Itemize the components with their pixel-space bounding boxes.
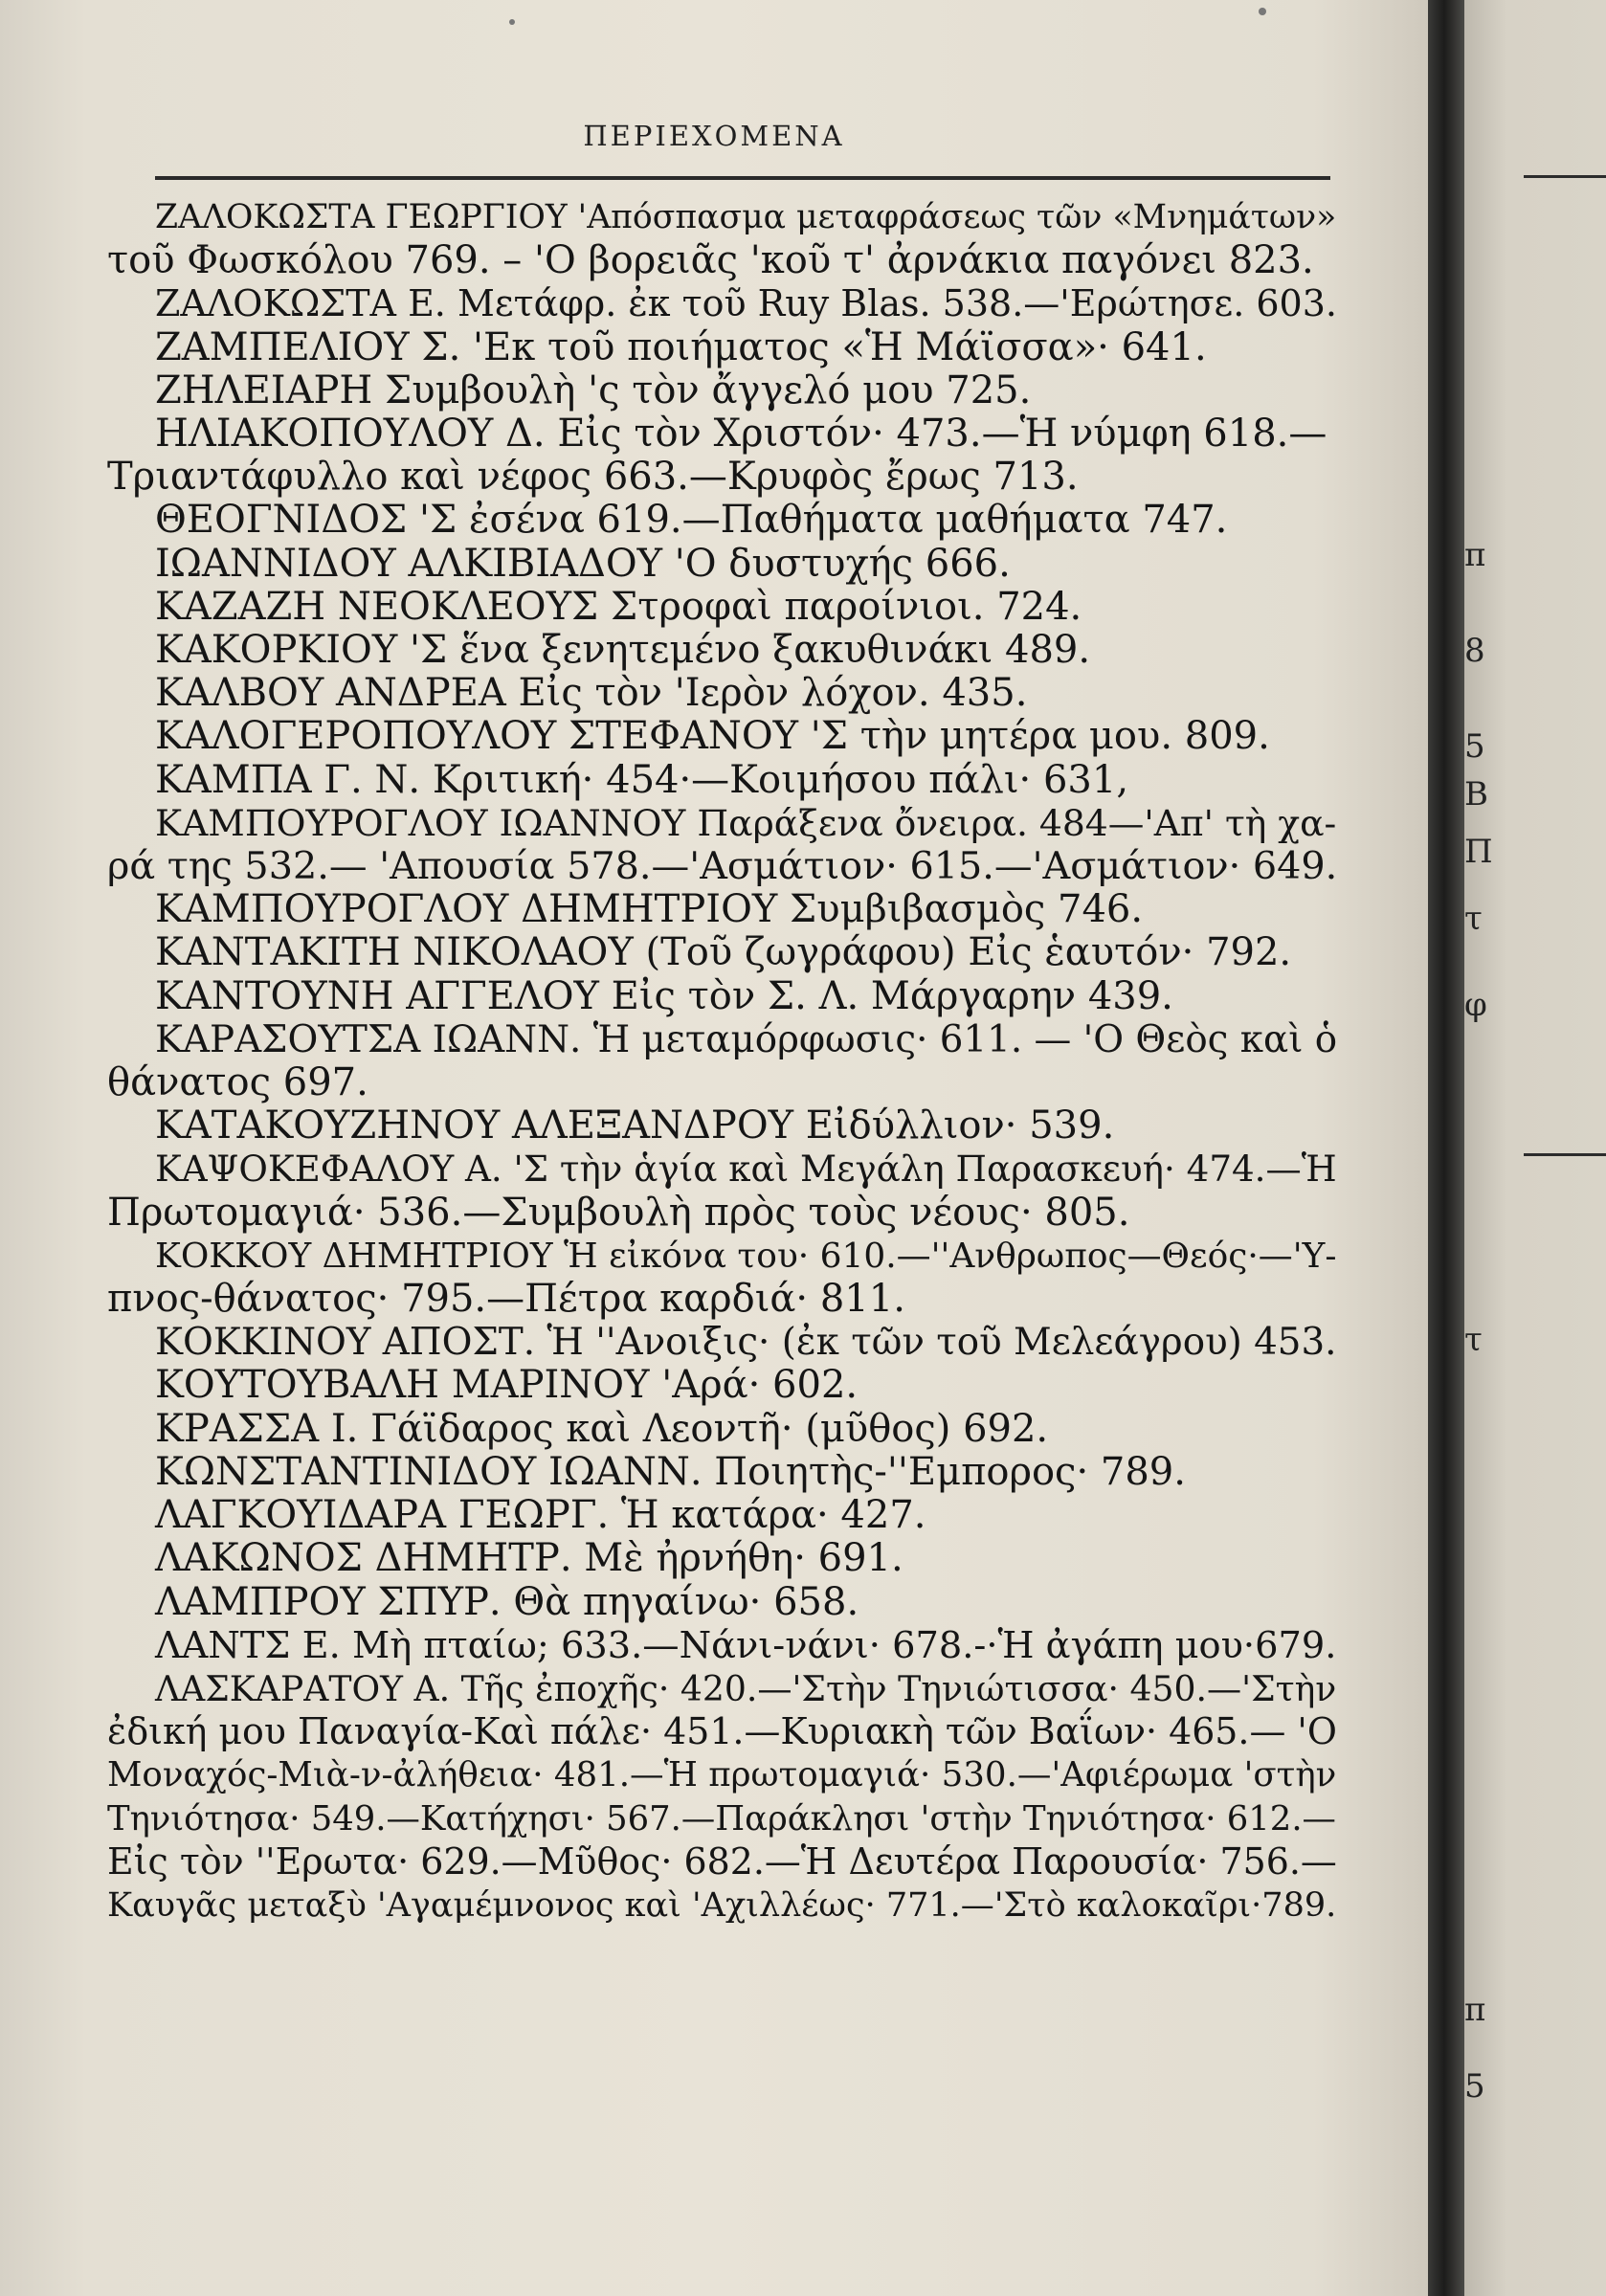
contents-entry-line: πνος-θάνατος· 795.—Πέτρα καρδιά· 811. [107, 1277, 905, 1322]
contents-entry-line: ΚΟΥΤΟΥΒΑΛΗ ΜΑΡΙΝΟΥ 'Αρά· 602. [155, 1363, 859, 1408]
contents-entry-line: Καυγᾶς μεταξὺ 'Αγαμέμνονος καὶ 'Αχιλλέως· 771.—'Στὸ καλοκαῖρι·789. [107, 1884, 1337, 1925]
adjacent-page-edge [1464, 0, 1606, 2296]
adjacent-page-rule [1524, 1153, 1606, 1156]
contents-list [107, 196, 1337, 1927]
adjacent-page-fragment: 8 [1464, 632, 1485, 670]
contents-entry-line: Πρωτομαγιά· 536.—Συμβουλὴ πρὸς τοὺς νέους· 805. [107, 1190, 1130, 1235]
contents-entry-line: ΚΑΜΠΑ Γ. Ν. Κριτική· 454·—Κοιμήσου πάλι· 631, [155, 757, 1129, 802]
contents-entry-line: ρά της 532.— 'Απουσία 578.—'Ασμάτιον· 615.—'Ασμάτιον· 649. [107, 844, 1338, 889]
page-header: ΠΕΡΙΕΧΟΜΕΝΑ [583, 120, 845, 152]
contents-entry-line: ΚΩΝΣΤΑΝΤΙΝΙΔΟΥ ΙΩΑΝΝ. Ποιητὴς-''Εμπορος· 789. [155, 1449, 1186, 1494]
contents-entry-line: ΘΕΟΓΝΙΔΟΣ 'Σ ἐσένα 619.—Παθήματα μαθήματα 747. [155, 498, 1228, 543]
contents-entry-line: θάνατος 697. [107, 1060, 368, 1105]
contents-entry-line: ΗΛΙΑΚΟΠΟΥΛΟΥ Δ. Εἰς τὸν Χριστόν· 473.—Ἡ νύμφη 618.— [155, 412, 1327, 457]
contents-entry-line: ΚΟΚΚΙΝΟΥ ΑΠΟΣΤ. Ἡ ''Ανοιξις· (ἐκ τῶν τοῦ Μελεάγρου) 453. [155, 1321, 1337, 1365]
contents-entry-line: ἐδική μου Παναγία-Καὶ πάλε· 451.—Κυριακὴ τῶν Βαΐων· 465.— 'Ο [107, 1710, 1337, 1753]
adjacent-page-fragment: π [1464, 1991, 1486, 2029]
adjacent-page-fragment: Β [1464, 775, 1488, 814]
contents-entry-line: ΙΩΑΝΝΙΔΟΥ ΑΛΚΙΒΙΑΔΟΥ 'Ο δυστυχής 666. [155, 541, 1011, 586]
book-gutter [1428, 0, 1464, 2296]
contents-entry-line: ΚΑΤΑΚΟΥΖΗΝΟΥ ΑΛΕΞΑΝΔΡΟΥ Εἰδύλλιον· 539. [155, 1103, 1115, 1148]
contents-entry-line: ΚΡΑΣΣΑ Ι. Γάϊδαρος καὶ Λεοντῆ· (μῦθος) 692. [155, 1406, 1049, 1451]
contents-entry-line: ΚΑΖΑΖΗ ΝΕΟΚΛΕΟΥΣ Στροφαὶ παροίνιοι. 724. [155, 584, 1082, 629]
contents-entry-line: Εἰς τὸν ''Ερωτα· 629.—Μῦθος· 682.—Ἡ Δευτέρα Παρουσία· 756.— [107, 1839, 1337, 1883]
contents-entry-line: ΖΑΛΟΚΩΣΤΑ ΓΕΩΡΓΙΟΥ 'Απόσπασμα μεταφράσεως τῶν «Μνημάτων» [155, 198, 1337, 236]
contents-entry-line: Μοναχός-Μιὰ-ν-ἀλήθεια· 481.—Ἡ πρωτομαγιά· 530.—'Αφιέρωμα 'στὴν [107, 1755, 1337, 1795]
contents-entry-line: ΖΗΛΕΙΑΡΗ Συμβουλὴ 'ς τὸν ἄγγελό μου 725. [155, 368, 1032, 412]
adjacent-page-fragment: 5 [1464, 2067, 1485, 2106]
contents-entry-line: Τριαντάφυλλο καὶ νέφος 663.—Κρυφὸς ἔρως 713. [107, 455, 1079, 500]
header-rule [155, 176, 1330, 180]
contents-entry-line: ΛΑΓΚΟΥΙΔΑΡΑ ΓΕΩΡΓ. Ἡ κατάρα· 427. [155, 1493, 926, 1538]
contents-entry-line: ΛΑΚΩΝΟΣ ΔΗΜΗΤΡ. Μὲ ἠρνήθη· 691. [155, 1536, 903, 1581]
contents-entry-line: ΖΑΜΠΕΛΙΟΥ Σ. 'Εκ τοῦ ποιήματος «Ἡ Μάϊσσα»· 641. [155, 324, 1207, 369]
contents-entry-line: ΚΑΛΟΓΕΡΟΠΟΥΛΟΥ ΣΤΕΦΑΝΟΥ 'Σ τὴν μητέρα μου. 809. [155, 714, 1270, 759]
print-speck [509, 19, 515, 25]
contents-entry-line: ΚΑΜΠΟΥΡΟΓΛΟΥ ΙΩΑΝΝΟΥ Παράξενα ὄνειρα. 484—'Απ' τὴ χα- [155, 801, 1337, 844]
adjacent-page-fragment: 5 [1464, 727, 1485, 766]
adjacent-page-fragment: τ [1464, 1321, 1483, 1359]
contents-entry-line: ΖΑΛΟΚΩΣΤΑ Ε. Μετάφρ. ἐκ τοῦ Ruy Blas. 538.—'Ερώτησε. 603. [155, 282, 1337, 325]
contents-entry-line: ΚΑΡΑΣΟΥΤΣΑ ΙΩΑΝΝ. Ἡ μεταμόρφωσις· 611. — 'Ο Θεὸς καὶ ὁ [155, 1017, 1338, 1061]
adjacent-page-fragment: Π [1464, 833, 1493, 871]
contents-entry-line: ΛΑΝΤΣ Ε. Μὴ πταίω; 633.—Νάνι-νάνι· 678.-·Ἡ ἀγάπη μου·679. [155, 1623, 1337, 1667]
contents-entry-line: ΛΑΣΚΑΡΑΤΟΥ Α. Τῆς ἐποχῆς· 420.—'Στὴν Τηνιώτισσα· 450.—'Στὴν [155, 1667, 1337, 1709]
adjacent-page-rule [1524, 175, 1606, 178]
contents-entry-line: ΚΑΝΤΟΥΝΗ ΑΓΓΕΛΟΥ Εἰς τὸν Σ. Λ. Μάργαρην 439. [155, 973, 1173, 1018]
contents-entry-line: Τηνιότησα· 549.—Κατήχησι· 567.—Παράκλησι 'στὴν Τηνιότησα· 612.— [107, 1798, 1336, 1839]
contents-entry-line: ΚΑΛΒΟΥ ΑΝΔΡΕΑ Εἰς τὸν 'Ιερὸν λόχον. 435. [155, 671, 1028, 716]
contents-entry-line: ΚΑΝΤΑΚΙΤΗ ΝΙΚΟΛΑΟΥ (Τοῦ ζωγράφου) Εἰς ἑαυτόν· 792. [155, 930, 1292, 975]
contents-entry-line: τοῦ Φωσκόλου 769. – 'Ο βορειᾶς 'κοῦ τ' ἀρνάκια παγόνει 823. [107, 238, 1314, 283]
contents-entry-line: ΚΑΜΠΟΥΡΟΓΛΟΥ ΔΗΜΗΤΡΙΟΥ Συμβιβασμὸς 746. [155, 887, 1144, 932]
adjacent-page-fragment: τ [1464, 900, 1483, 938]
print-speck [1259, 8, 1266, 15]
contents-entry-line: ΛΑΜΠΡΟΥ ΣΠΥΡ. Θὰ πηγαίνω· 658. [155, 1579, 859, 1624]
contents-entry-line: ΚΑΨΟΚΕΦΑΛΟΥ Α. 'Σ τὴν ἁγία καὶ Μεγάλη Παρασκευή· 474.—Ἡ [155, 1148, 1337, 1191]
contents-entry-line: ΚΟΚΚΟΥ ΔΗΜΗΤΡΙΟΥ Ἡ εἰκόνα του· 610.—''Ανθρωπος—Θεός·—'Υ- [155, 1236, 1337, 1276]
contents-entry-line: ΚΑΚΟΡΚΙΟΥ 'Σ ἕνα ξενητεμένο ξακυθινάκι 489. [155, 628, 1091, 673]
adjacent-page-fragment: π [1464, 536, 1486, 574]
adjacent-page-fragment: φ [1464, 986, 1487, 1024]
